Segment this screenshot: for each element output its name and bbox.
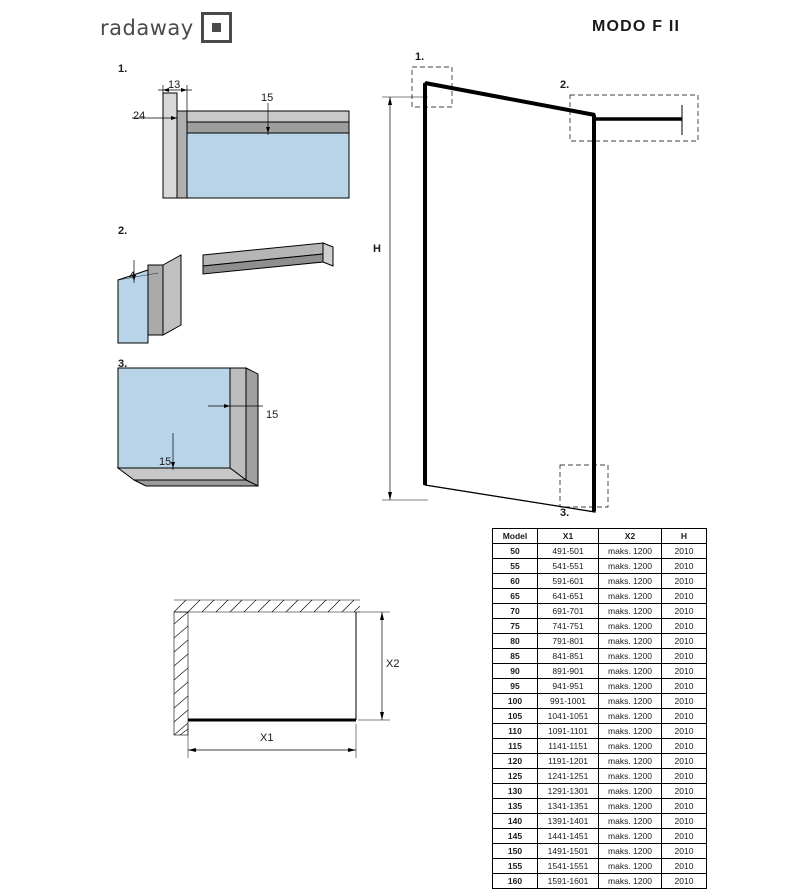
cell-x1: 1341-1351 [538,799,599,814]
cell-h: 2010 [662,709,707,724]
table-row [493,754,707,769]
cell-h: 2010 [662,814,707,829]
table-row [493,574,707,589]
plan-drawing [160,590,410,770]
table-row [493,679,707,694]
cell-x1: 941-951 [538,679,599,694]
detail-2 [118,225,338,345]
cell-x2: maks. 1200 [599,769,662,784]
table-row [493,634,707,649]
table-row [493,874,707,889]
cell-x1: 1491-1501 [538,844,599,859]
cell-model: 50 [493,544,538,559]
cell-model: 110 [493,724,538,739]
cell-model: 120 [493,754,538,769]
cell-h: 2010 [662,664,707,679]
cell-x1: 641-651 [538,589,599,604]
cell-x2: maks. 1200 [599,679,662,694]
cell-model: 115 [493,739,538,754]
cell-x2: maks. 1200 [599,739,662,754]
table-header-x2: X2 [599,529,662,544]
detail-3-drawing [118,358,348,498]
detail-2-dim-4: 4 [129,270,136,282]
cell-model: 105 [493,709,538,724]
cell-h: 2010 [662,829,707,844]
cell-model: 90 [493,664,538,679]
detail-3 [118,358,338,498]
cell-x2: maks. 1200 [599,694,662,709]
cell-x2: maks. 1200 [599,844,662,859]
brand-name: radaway [100,15,194,40]
cell-x1: 1141-1151 [538,739,599,754]
table-row [493,544,707,559]
table-row [493,769,707,784]
cell-h: 2010 [662,784,707,799]
cell-h: 2010 [662,634,707,649]
cell-x2: maks. 1200 [599,874,662,889]
cell-h: 2010 [662,724,707,739]
cell-model: 130 [493,784,538,799]
cell-x2: maks. 1200 [599,784,662,799]
main-callout-3: 3. [560,507,570,519]
table-row [493,784,707,799]
cell-h: 2010 [662,559,707,574]
cell-x1: 1441-1451 [538,829,599,844]
table-row [493,694,707,709]
main-elevation-drawing [360,45,740,519]
cell-h: 2010 [662,844,707,859]
cell-model: 135 [493,799,538,814]
brand-logo [100,12,232,43]
main-callout-1: 1. [415,51,425,63]
square-logo-icon [201,12,232,43]
cell-x2: maks. 1200 [599,544,662,559]
cell-h: 2010 [662,859,707,874]
cell-x1: 1541-1551 [538,859,599,874]
cell-x2: maks. 1200 [599,799,662,814]
plan-label-x2: X2 [386,658,400,670]
detail-1-drawing [118,63,338,203]
cell-model: 55 [493,559,538,574]
table-row [493,559,707,574]
cell-x2: maks. 1200 [599,724,662,739]
detail-1-dim-24: 24 [133,110,146,122]
cell-h: 2010 [662,574,707,589]
cell-x2: maks. 1200 [599,814,662,829]
detail-3-dim-15-b: 15 [159,456,172,468]
cell-model: 145 [493,829,538,844]
main-callout-2: 2. [560,79,570,91]
cell-x1: 1191-1201 [538,754,599,769]
table-row [493,604,707,619]
cell-x2: maks. 1200 [599,829,662,844]
cell-h: 2010 [662,604,707,619]
cell-model: 100 [493,694,538,709]
table-row [493,619,707,634]
cell-x1: 841-851 [538,649,599,664]
detail-1-dim-13: 13 [168,79,181,91]
cell-x1: 591-601 [538,574,599,589]
cell-h: 2010 [662,739,707,754]
cell-h: 2010 [662,619,707,634]
cell-h: 2010 [662,874,707,889]
cell-model: 75 [493,619,538,634]
cell-x1: 1041-1051 [538,709,599,724]
detail-2-label: 2. [118,225,128,237]
cell-x1: 1241-1251 [538,769,599,784]
cell-x1: 491-501 [538,544,599,559]
table-row [493,739,707,754]
cell-h: 2010 [662,544,707,559]
cell-x2: maks. 1200 [599,859,662,874]
detail-1-label: 1. [118,63,128,75]
cell-h: 2010 [662,679,707,694]
cell-x2: maks. 1200 [599,634,662,649]
cell-x1: 1391-1401 [538,814,599,829]
table-row [493,799,707,814]
table-header-x1: X1 [538,529,599,544]
cell-x1: 1591-1601 [538,874,599,889]
cell-model: 160 [493,874,538,889]
table-row [493,859,707,874]
table-row [493,589,707,604]
table-header-row [493,529,707,544]
cell-model: 65 [493,589,538,604]
table-row [493,724,707,739]
cell-x1: 741-751 [538,619,599,634]
table-row [493,829,707,844]
cell-model: 95 [493,679,538,694]
cell-model: 80 [493,634,538,649]
cell-model: 85 [493,649,538,664]
detail-1-dim-15: 15 [261,92,274,104]
cell-h: 2010 [662,694,707,709]
cell-model: 125 [493,769,538,784]
table-row [493,649,707,664]
cell-h: 2010 [662,589,707,604]
cell-x1: 991-1001 [538,694,599,709]
page-title: MODO F II [592,18,681,35]
cell-x2: maks. 1200 [599,649,662,664]
table-row [493,664,707,679]
cell-x1: 891-901 [538,664,599,679]
cell-model: 60 [493,574,538,589]
table-header-model: Model [493,529,538,544]
table-row [493,709,707,724]
detail-2-drawing [118,225,343,345]
cell-x2: maks. 1200 [599,604,662,619]
cell-x1: 541-551 [538,559,599,574]
table-header-h: H [662,529,707,544]
plan-label-x1: X1 [260,732,274,744]
cell-h: 2010 [662,799,707,814]
cell-x2: maks. 1200 [599,589,662,604]
cell-model: 140 [493,814,538,829]
cell-h: 2010 [662,649,707,664]
cell-model: 150 [493,844,538,859]
table-row [493,844,707,859]
cell-x2: maks. 1200 [599,709,662,724]
cell-x2: maks. 1200 [599,754,662,769]
detail-3-label: 3. [118,358,128,370]
cell-x1: 691-701 [538,604,599,619]
detail-3-dim-15-a: 15 [266,409,279,421]
cell-model: 155 [493,859,538,874]
detail-1 [118,63,338,203]
spec-table [492,528,707,889]
cell-x1: 1091-1101 [538,724,599,739]
table-row [493,814,707,829]
cell-h: 2010 [662,769,707,784]
cell-x2: maks. 1200 [599,559,662,574]
cell-h: 2010 [662,754,707,769]
height-label-h: H [373,243,381,255]
cell-x1: 1291-1301 [538,784,599,799]
cell-x2: maks. 1200 [599,664,662,679]
cell-x2: maks. 1200 [599,619,662,634]
cell-x2: maks. 1200 [599,574,662,589]
cell-x1: 791-801 [538,634,599,649]
cell-model: 70 [493,604,538,619]
